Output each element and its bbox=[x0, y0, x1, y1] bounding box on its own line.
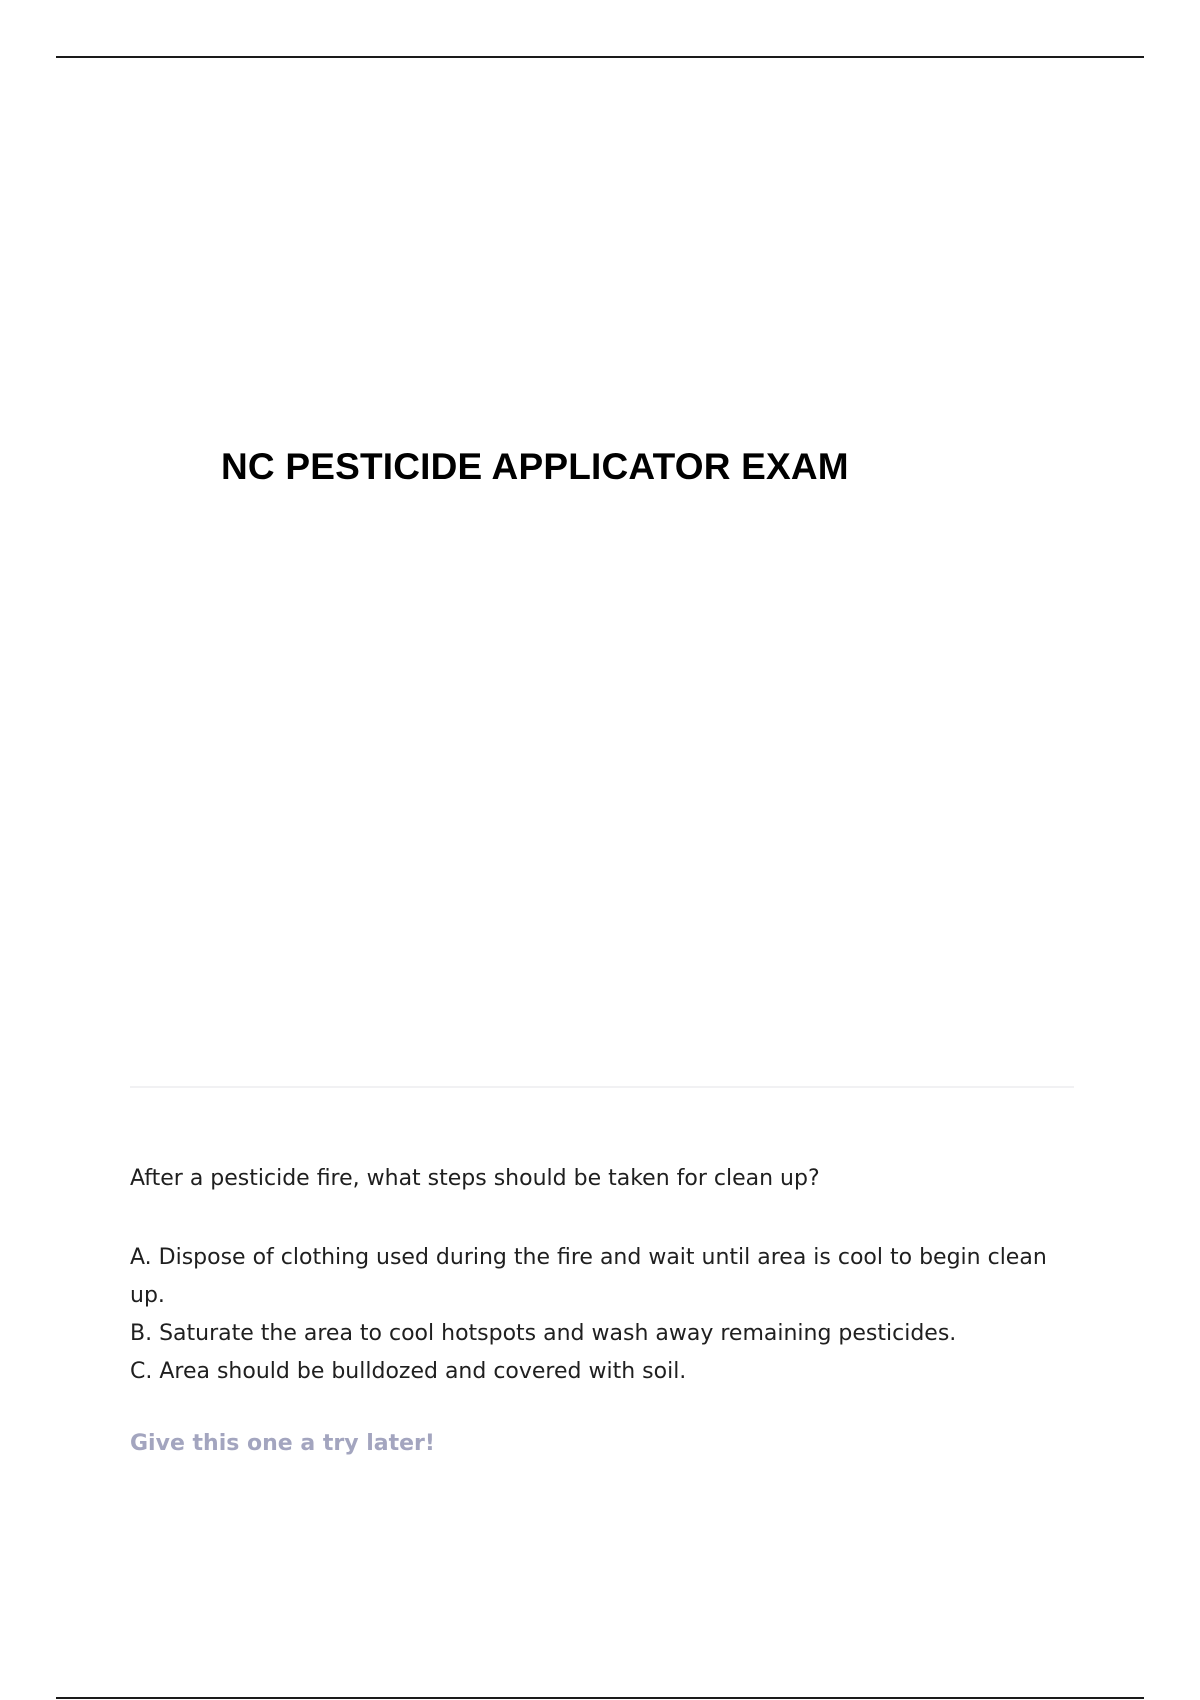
choice-a: A. Dispose of clothing used during the fire and wait until area is cool to begin clean up. bbox=[130, 1245, 1047, 1308]
top-rule bbox=[56, 56, 1144, 58]
answer-choices bbox=[130, 1239, 1074, 1391]
try-later-link[interactable]: Give this one a try later! bbox=[130, 1431, 435, 1456]
question-card bbox=[130, 1160, 1074, 1463]
choice-b: B. Saturate the area to cool hotspots and wash away remaining pesticides. bbox=[130, 1321, 957, 1346]
question-text: After a pesticide fire, what steps should be taken for clean up? bbox=[130, 1166, 820, 1191]
card-divider bbox=[130, 1086, 1074, 1088]
document-title: NC PESTICIDE APPLICATOR EXAM bbox=[221, 446, 849, 487]
choice-c: C. Area should be bulldozed and covered with soil. bbox=[130, 1359, 687, 1384]
bottom-rule bbox=[56, 1697, 1144, 1699]
